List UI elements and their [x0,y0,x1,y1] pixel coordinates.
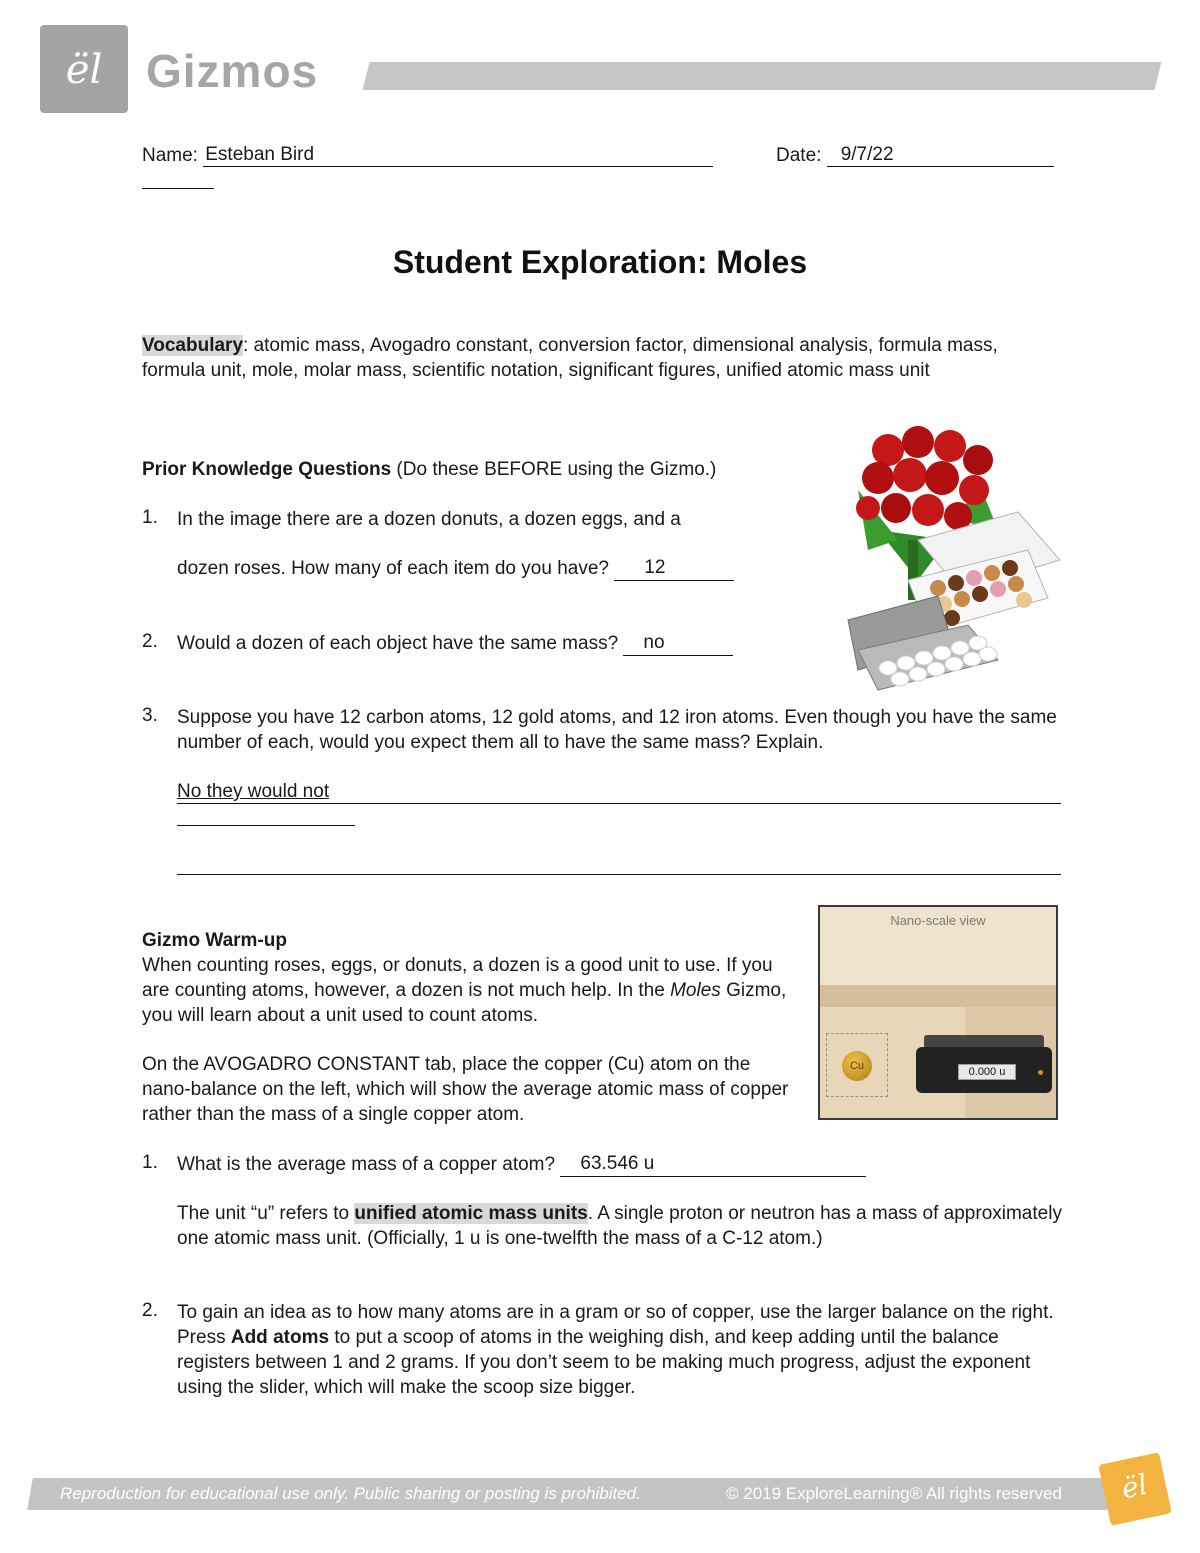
prior-q2-answer: no [643,632,665,653]
date-label: Date: [776,145,822,166]
dozen-items-illustration [838,420,1070,692]
prior-q1-answer-field[interactable] [614,559,734,581]
balance-readout: 0.000 u [958,1064,1016,1080]
brand-name: Gizmos [146,45,319,97]
prior-q3-number: 3. [142,705,158,726]
answer-line-3 [177,874,1061,875]
warmup-paragraph-2: On the AVOGADRO CONSTANT tab, place the copper (Cu) atom on the nano-balance on the left, which will show the average atomic mass of copper rather than the mass of a single copper atom. [142,1054,789,1125]
unit-explanation: The unit “u” refers to unified atomic mass units. A single proton or neutron has a mass of approximately one atomic mass unit. (Officially, 1 u is one-twelfth the mass of a C-12 atom.) [177,1203,1062,1249]
warmup-q1-answer: 63.546 u [580,1153,655,1174]
warmup-paragraph-1: When counting roses, eggs, or donuts, a dozen is a good unit to use. If you are counting atoms, however, a dozen is not much help. In the Moles Gizmo, you will learn about a unit used to count atoms. [142,955,787,1026]
footer-copyright: © 2019 ExploreLearning® All rights reserved [726,1484,1062,1503]
prior-q1-line1: In the image there are a dozen donuts, a dozen eggs, and a [177,509,681,530]
header-bar [363,62,1162,90]
warmup-q2-number: 2. [142,1300,158,1321]
prior-q2-answer-field[interactable] [623,634,733,656]
page-title: Student Exploration: Moles [392,244,808,280]
footer-reproduction-notice: Reproduction for educational use only. Public sharing or posting is prohibited. [60,1484,641,1503]
warmup-heading: Gizmo Warm-up [142,930,287,951]
vocabulary-paragraph [142,333,1062,383]
logo-mark: ël [65,47,103,93]
name-value: Esteban Bird [205,144,315,165]
warmup-q1-answer-field[interactable] [560,1155,866,1177]
warmup-q2-text: To gain an idea as to how many atoms are in a gram or so of copper, use the larger balance on the right. Press Add atoms to put a scoop of atoms in the weighing dish, and keep adding until the balance registers between 1 and 2 grams. If you don’t seem to be making much progress, adjust the exponent using the slider, which will make the scoop size bigger. [177,1302,1054,1398]
name-field[interactable] [203,145,713,167]
vocabulary-terms: : atomic mass, Avogadro constant, conversion factor, dimensional analysis, formula mass, formula unit, mole, molar mass, scientific notation, significant figures, unified atomic mass unit [142,335,998,381]
prior-q1-number: 1. [142,507,158,528]
shelf-band [820,985,1056,1007]
gizmos-logo [40,25,128,113]
nano-scale-view [818,905,1058,1120]
footer-logo-mark: ël [1118,1467,1151,1506]
warmup-q1: What is the average mass of a copper atom? 63.546 u [177,1152,937,1177]
balance-led-icon [1038,1070,1043,1075]
name-label: Name: [142,145,198,166]
prior-q2-number: 2. [142,631,158,652]
prior-q1-answer: 12 [644,557,666,578]
date-row [776,145,1054,167]
name-row [142,145,713,167]
prior-q2: Would a dozen of each object have the same mass? no [177,631,837,656]
explorelearning-logo [1098,1452,1172,1526]
unified-atomic-mass-units-term: unified atomic mass units [354,1203,588,1224]
nano-view-title: Nano-scale view [890,913,986,928]
prior-q3-answer-field[interactable] [177,779,1061,804]
prior-q3-answer: No they would not [177,781,330,802]
copper-atom-icon[interactable]: Cu [842,1051,872,1081]
vocabulary-label: Vocabulary [142,335,244,356]
answer-line-2 [177,825,355,826]
warmup-q1-number: 1. [142,1152,158,1173]
prior-q1-line2: dozen roses. How many of each item do you have? 12 [177,556,837,581]
prior-knowledge-heading: Prior Knowledge Questions (Do these BEFORE using the Gizmo.) [142,459,717,480]
name-line-continuation [142,188,214,189]
date-field[interactable] [827,145,1054,167]
prior-q3-text: Suppose you have 12 carbon atoms, 12 gold atoms, and 12 iron atoms. Even though you have the same number of each, would you expect them all to have the same mass? Explain. [177,707,1057,753]
date-value: 9/7/22 [840,144,894,165]
